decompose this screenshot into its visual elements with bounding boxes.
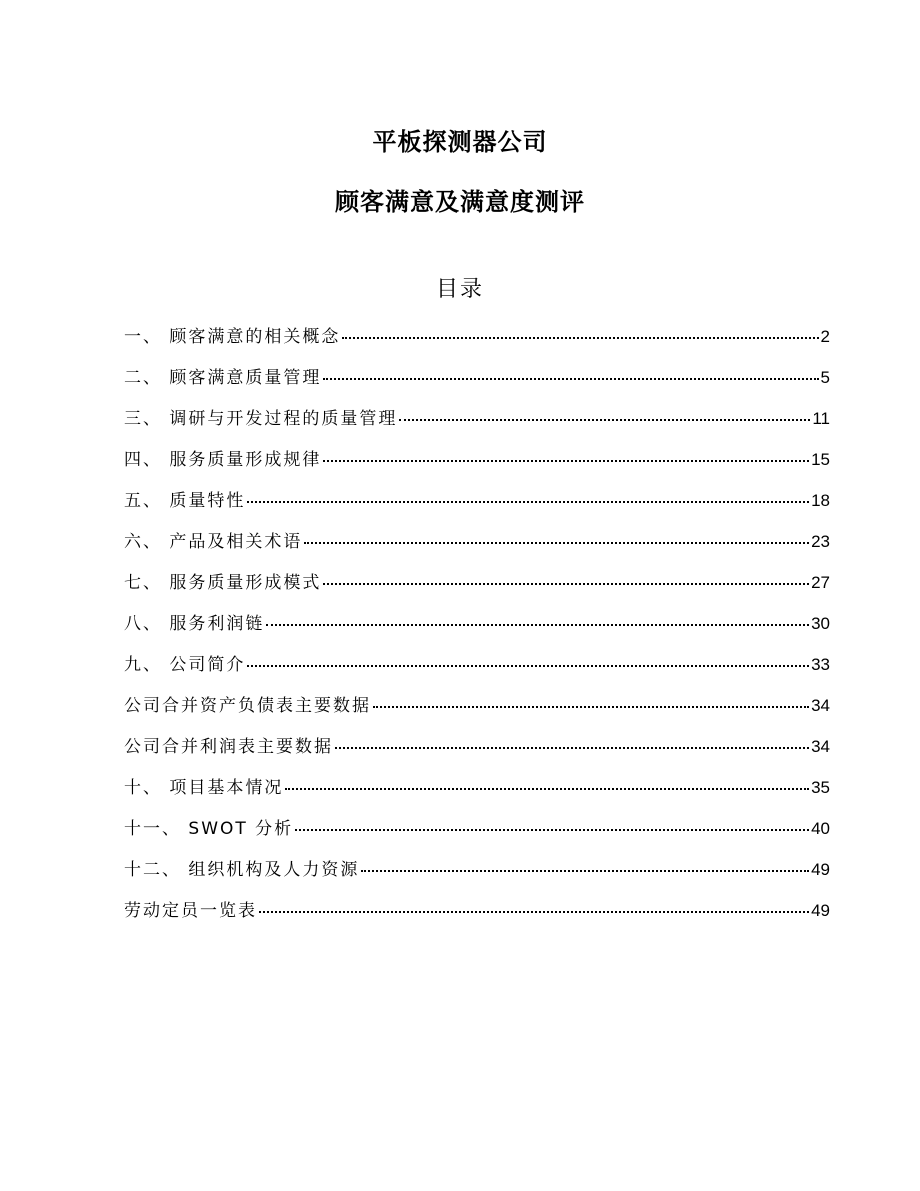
toc-entry-page: 34 xyxy=(811,737,830,756)
toc-entry-page: 30 xyxy=(811,614,830,633)
toc-entry-label: 一、 顾客满意的相关概念 xyxy=(124,327,341,347)
toc-entry[interactable] xyxy=(124,691,830,732)
toc-entry-page: 27 xyxy=(811,573,830,592)
toc-entry-page: 18 xyxy=(811,491,830,510)
toc-entry-label: 八、 服务利润链 xyxy=(124,614,265,634)
toc-entry[interactable] xyxy=(124,445,830,486)
toc-entry-label: 四、 服务质量形成规律 xyxy=(124,450,322,470)
toc-dot-leader xyxy=(323,581,809,585)
toc-entry-page: 35 xyxy=(811,778,830,797)
toc-dot-leader xyxy=(247,499,809,503)
toc-entry[interactable] xyxy=(124,404,830,445)
toc-entry[interactable] xyxy=(124,773,830,814)
toc-entry[interactable] xyxy=(124,650,830,691)
toc-dot-leader xyxy=(285,786,809,790)
document-subtitle: 顾客满意及满意度测评 xyxy=(335,188,585,216)
table-of-contents xyxy=(124,322,830,937)
toc-entry[interactable] xyxy=(124,527,830,568)
toc-entry-label: 劳动定员一览表 xyxy=(124,901,257,921)
toc-entry-label: 六、 产品及相关术语 xyxy=(124,532,303,552)
toc-entry-page: 11 xyxy=(812,409,830,428)
toc-entry-page: 49 xyxy=(811,860,830,879)
toc-dot-leader xyxy=(259,909,809,913)
toc-entry[interactable] xyxy=(124,896,830,937)
toc-entry-page: 15 xyxy=(811,450,830,469)
toc-dot-leader xyxy=(335,745,809,749)
toc-entry-page: 33 xyxy=(811,655,830,674)
toc-entry-label: 公司合并利润表主要数据 xyxy=(124,737,333,757)
toc-entry-page: 23 xyxy=(811,532,830,551)
toc-entry-label: 十一、 SWOT 分析 xyxy=(124,819,294,839)
toc-dot-leader xyxy=(323,376,818,380)
toc-entry-page: 40 xyxy=(811,819,830,838)
toc-dot-leader xyxy=(399,417,810,421)
toc-dot-leader xyxy=(361,868,809,872)
toc-entry-label: 三、 调研与开发过程的质量管理 xyxy=(124,409,398,429)
toc-entry-label: 二、 顾客满意质量管理 xyxy=(124,368,322,388)
toc-dot-leader xyxy=(304,540,809,544)
toc-entry[interactable] xyxy=(124,486,830,527)
toc-dot-leader xyxy=(295,827,809,831)
toc-entry[interactable] xyxy=(124,322,830,363)
toc-entry[interactable] xyxy=(124,568,830,609)
toc-entry-label: 九、 公司简介 xyxy=(124,655,246,675)
toc-entry[interactable] xyxy=(124,609,830,650)
toc-entry[interactable] xyxy=(124,732,830,773)
toc-entry-page: 5 xyxy=(820,368,830,387)
toc-entry[interactable] xyxy=(124,855,830,896)
toc-entry-label: 公司合并资产负债表主要数据 xyxy=(124,696,371,716)
toc-entry[interactable] xyxy=(124,814,830,855)
toc-entry-label: 七、 服务质量形成模式 xyxy=(124,573,322,593)
toc-dot-leader xyxy=(266,622,809,626)
toc-entry-label: 五、 质量特性 xyxy=(124,491,246,511)
toc-entry[interactable] xyxy=(124,363,830,404)
toc-entry-page: 2 xyxy=(820,327,830,346)
toc-dot-leader xyxy=(323,458,809,462)
toc-heading: 目录 xyxy=(435,277,484,302)
document-title: 平板探测器公司 xyxy=(372,128,548,156)
toc-dot-leader xyxy=(342,335,818,339)
toc-entry-label: 十二、 组织机构及人力资源 xyxy=(124,860,360,880)
toc-dot-leader xyxy=(373,704,809,708)
toc-entry-page: 34 xyxy=(811,696,830,715)
toc-dot-leader xyxy=(247,663,809,667)
toc-entry-page: 49 xyxy=(811,901,830,920)
toc-entry-label: 十、 项目基本情况 xyxy=(124,778,284,798)
